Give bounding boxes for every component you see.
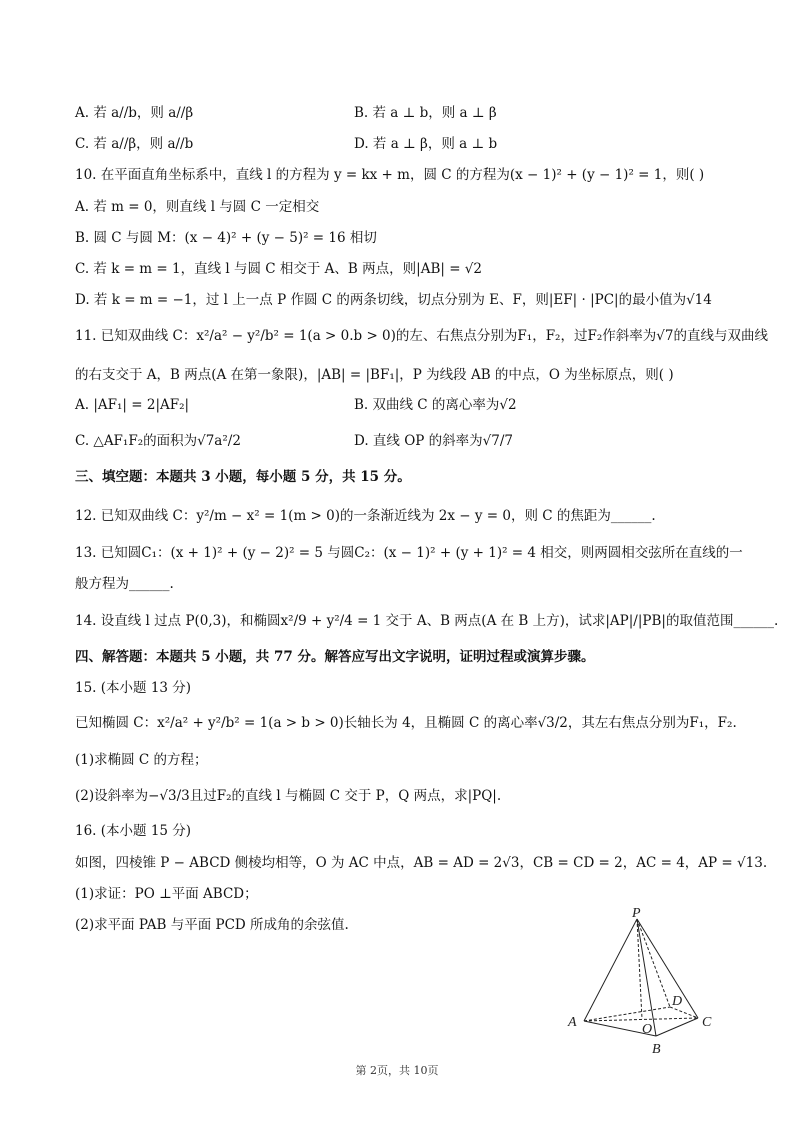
label-d: D <box>672 994 683 1009</box>
section-4-heading: 四、解答题：本题共 5 小题，共 77 分。解答应写出文字说明，证明过程或演算步骤。 <box>75 649 595 665</box>
q15-part-2: (2)设斜率为−√3/3且过F₂的直线 l 与椭圆 C 交于 P，Q 两点，求|PQ|. <box>75 788 502 804</box>
q15-part-1: (1)求椭圆 C 的方程； <box>75 752 208 768</box>
edge-ad <box>584 1007 670 1021</box>
q16-header: 16. (本小题 15 分) <box>75 823 192 839</box>
label-b: B <box>652 1042 661 1057</box>
q12-stem: 12. 已知双曲线 C：y²/m − x² = 1(m > 0)的一条渐近线为 2x − y = 0，则 C 的焦距为______. <box>75 508 656 524</box>
label-p: P <box>632 906 641 921</box>
q14-stem: 14. 设直线 l 过点 P(0,3)，和椭圆x²/9 + y²/4 = 1 交于 A、B 两点(A 在 B 上方)，试求|AP|/|PB|的取值范围______. <box>75 613 779 629</box>
pyramid-figure <box>562 905 722 1060</box>
q11-stem-line2: 的右支交于 A，B 两点(A 在第一象限)，|AB| = |BF₁|，P 为线段 AB 的中点，O 为坐标原点，则( ) <box>75 367 674 383</box>
label-a: A <box>568 1015 577 1030</box>
q9-option-b: B. 若 a ⊥ b，则 a ⊥ β <box>354 105 497 121</box>
q11-stem-line1: 11. 已知双曲线 C：x²/a² − y²/b² = 1(a > 0.b > 0)的左、右焦点分别为F₁，F₂，过F₂作斜率为√7的直线与双曲线 <box>75 328 768 344</box>
q16-part-1: (1)求证：PO ⊥平面 ABCD； <box>75 886 258 902</box>
label-c: C <box>702 1015 712 1030</box>
q10-option-c: C. 若 k = m = 1，直线 l 与圆 C 相交于 A、B 两点，则|AB| = √2 <box>75 261 482 277</box>
section-3-heading: 三、填空题：本题共 3 小题，每小题 5 分，共 15 分。 <box>75 469 411 485</box>
q15-header: 15. (本小题 13 分) <box>75 680 192 696</box>
edge-pb <box>637 919 656 1036</box>
q11-option-b: B. 双曲线 C 的离心率为√2 <box>354 397 517 413</box>
q10-option-a: A. 若 m = 0，则直线 l 与圆 C 一定相交 <box>75 199 320 215</box>
q15-stem: 已知椭圆 C：x²/a² + y²/b² = 1(a > b > 0)长轴长为 4，且椭圆 C 的离心率√3/2，其左右焦点分别为F₁，F₂. <box>75 715 737 731</box>
label-o: O <box>642 1022 653 1037</box>
q13-stem-line1: 13. 已知圆C₁：(x + 1)² + (y − 2)² = 5 与圆C₂：(x − 1)² + (y + 1)² = 4 相交，则两圆相交弦所在直线的一 <box>75 545 743 561</box>
edge-pd <box>637 919 670 1007</box>
q10-option-b: B. 圆 C 与圆 M：(x − 4)² + (y − 5)² = 16 相切 <box>75 230 377 246</box>
q13-stem-line2: 般方程为______. <box>75 576 174 592</box>
edge-bc <box>656 1018 698 1036</box>
q10-stem: 10. 在平面直角坐标系中，直线 l 的方程为 y = kx + m，圆 C 的方程为(x − 1)² + (y − 1)² = 1，则( ) <box>75 167 705 183</box>
q11-option-c: C. △AF₁F₂的面积为√7a²/2 <box>75 433 241 449</box>
q10-option-d: D. 若 k = m = −1，过 l 上一点 P 作圆 C 的两条切线，切点分别为 E、F，则|EF| · |PC|的最小值为√14 <box>75 292 712 308</box>
q9-option-c: C. 若 a//β，则 a//b <box>75 136 194 152</box>
edge-pc <box>637 919 698 1018</box>
q16-part-2: (2)求平面 PAB 与平面 PCD 所成角的余弦值. <box>75 917 349 933</box>
q9-option-d: D. 若 a ⊥ β，则 a ⊥ b <box>354 136 498 152</box>
page-footer: 第 2页，共 10页 <box>355 1064 439 1077</box>
edge-pa <box>584 919 637 1021</box>
q16-stem: 如图，四棱锥 P − ABCD 侧棱均相等，O 为 AC 中点，AB = AD = 2√3，CB = CD = 2，AC = 4，AP = √13. <box>75 855 768 871</box>
q11-option-a: A. |AF₁| = 2|AF₂| <box>75 397 190 413</box>
q9-option-a: A. 若 a//b，则 a//β <box>75 105 194 121</box>
q11-option-d: D. 直线 OP 的斜率为√7/7 <box>354 433 513 449</box>
